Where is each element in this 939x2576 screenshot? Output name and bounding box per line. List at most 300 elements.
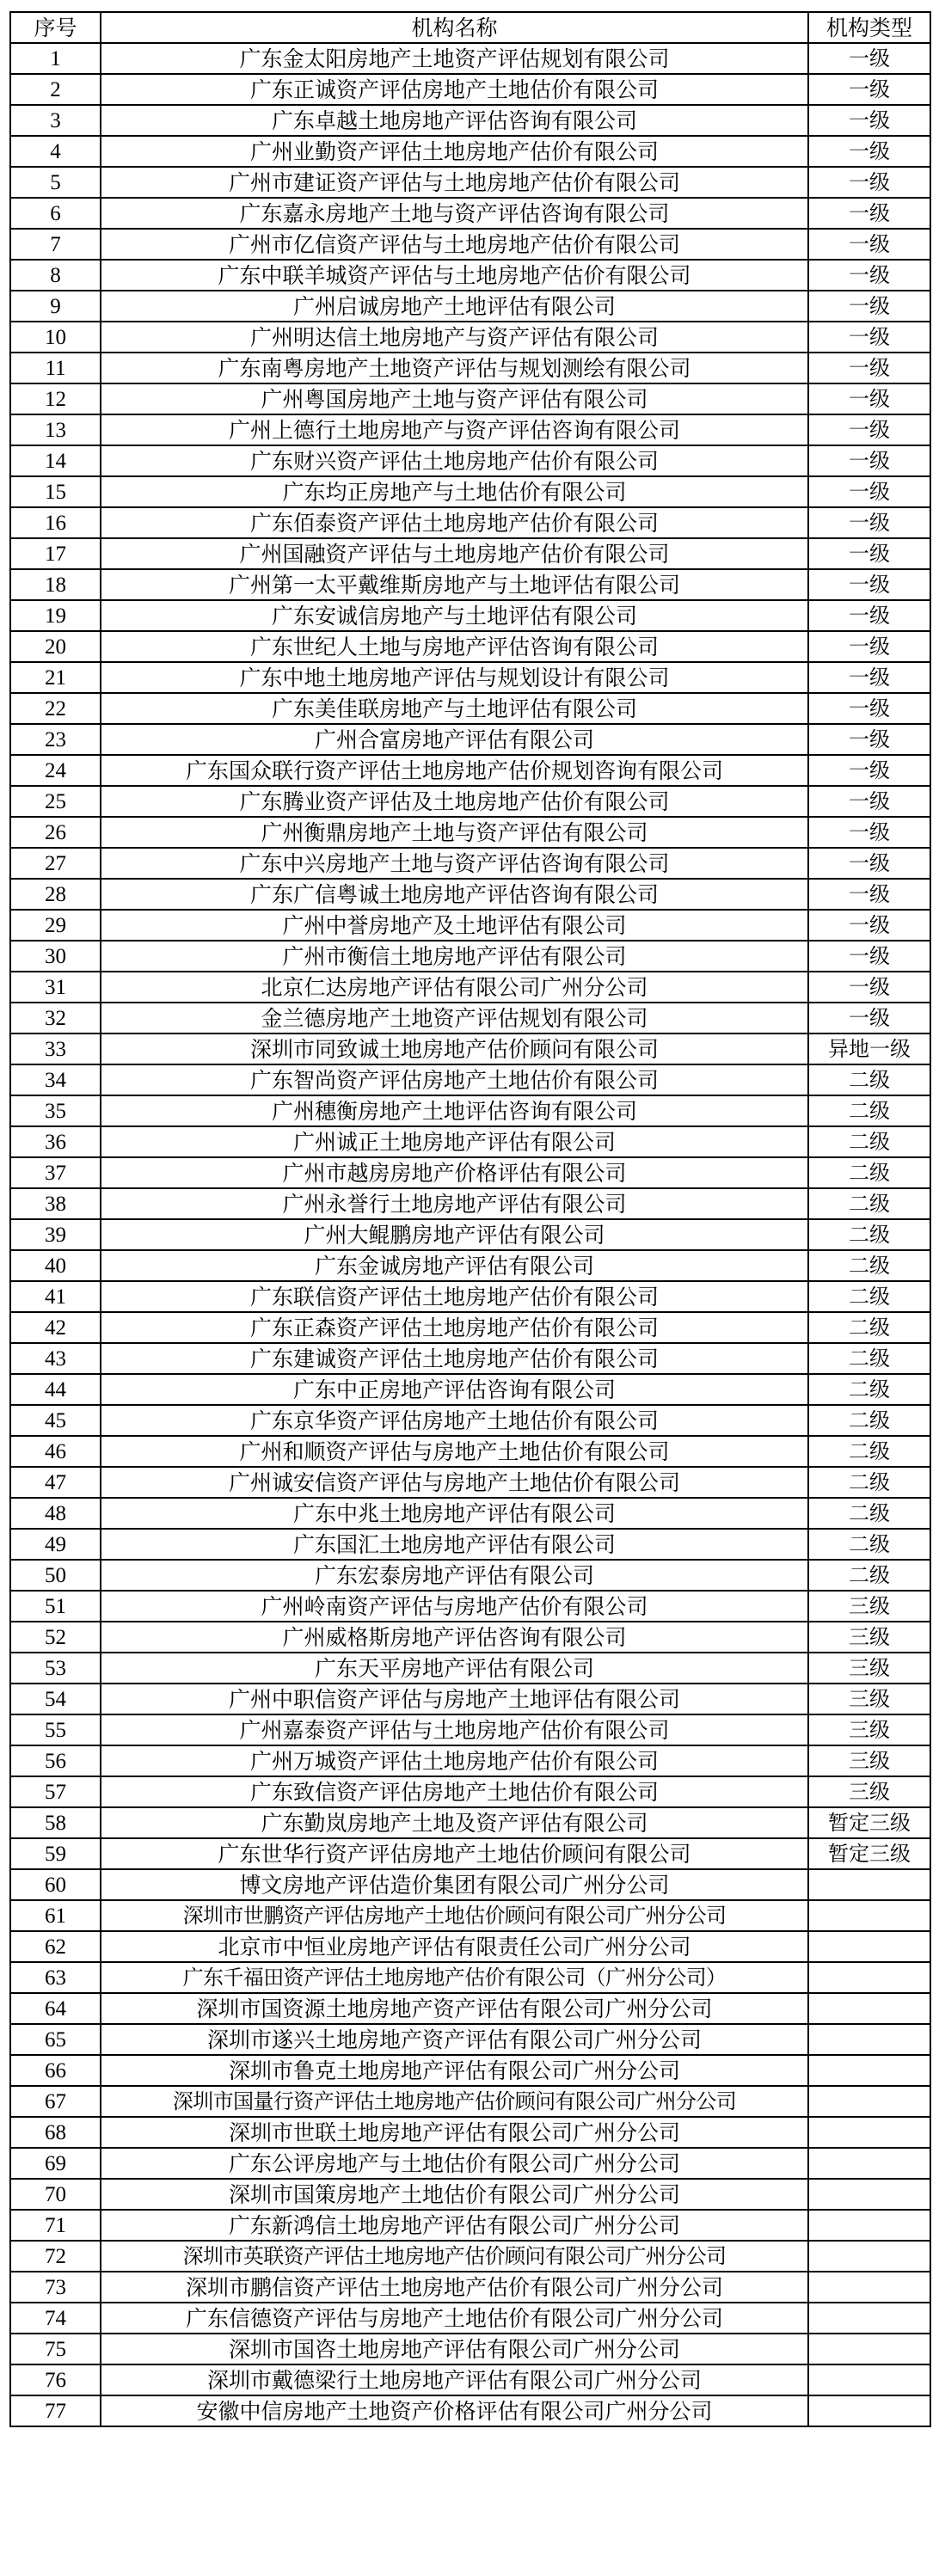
agency-name-cell: 广州第一太平戴维斯房地产与土地评估有限公司 bbox=[101, 569, 808, 600]
serial-number-cell: 19 bbox=[10, 600, 101, 631]
table-row bbox=[10, 445, 930, 476]
serial-number-cell: 76 bbox=[10, 2364, 101, 2395]
table-row bbox=[10, 2179, 930, 2210]
table-header-row bbox=[10, 12, 930, 43]
agency-type-cell: 三级 bbox=[808, 1622, 930, 1653]
serial-number-cell: 7 bbox=[10, 229, 101, 260]
serial-number-cell: 13 bbox=[10, 414, 101, 445]
agency-name-cell: 广东信德资产评估与房地产土地估价有限公司广州分公司 bbox=[101, 2303, 808, 2334]
table-row bbox=[10, 1560, 930, 1591]
agency-name-cell: 博文房地产评估造价集团有限公司广州分公司 bbox=[101, 1869, 808, 1900]
agency-type-cell bbox=[808, 2364, 930, 2395]
serial-number-cell: 75 bbox=[10, 2334, 101, 2364]
table-row bbox=[10, 105, 930, 136]
agency-name-cell: 广东世华行资产评估房地产土地估价顾问有限公司 bbox=[101, 1838, 808, 1869]
agency-name-cell: 深圳市英联资产评估土地房地产估价顾问有限公司广州分公司 bbox=[101, 2241, 808, 2272]
agency-name-cell: 广东中正房地产评估咨询有限公司 bbox=[101, 1374, 808, 1405]
agency-type-cell bbox=[808, 2055, 930, 2086]
agency-type-cell: 一级 bbox=[808, 476, 930, 507]
agency-type-cell: 一级 bbox=[808, 198, 930, 229]
table-row bbox=[10, 43, 930, 74]
serial-number-cell: 43 bbox=[10, 1343, 101, 1374]
agency-type-cell: 三级 bbox=[808, 1714, 930, 1745]
agency-type-cell bbox=[808, 2024, 930, 2055]
agency-name-cell: 广东佰泰资产评估土地房地产估价有限公司 bbox=[101, 507, 808, 538]
agency-name-cell: 广东天平房地产评估有限公司 bbox=[101, 1653, 808, 1684]
agency-type-cell: 二级 bbox=[808, 1436, 930, 1467]
agency-table bbox=[9, 11, 931, 2427]
serial-number-cell: 52 bbox=[10, 1622, 101, 1653]
serial-number-cell: 59 bbox=[10, 1838, 101, 1869]
serial-number-cell: 47 bbox=[10, 1467, 101, 1498]
agency-name-cell: 深圳市国策房地产土地估价有限公司广州分公司 bbox=[101, 2179, 808, 2210]
agency-name-cell: 广东腾业资产评估及土地房地产估价有限公司 bbox=[101, 786, 808, 817]
serial-number-cell: 20 bbox=[10, 631, 101, 662]
serial-number-cell: 18 bbox=[10, 569, 101, 600]
agency-type-cell: 二级 bbox=[808, 1374, 930, 1405]
table-row bbox=[10, 538, 930, 569]
table-row bbox=[10, 1157, 930, 1188]
table-row bbox=[10, 1993, 930, 2024]
agency-type-cell: 一级 bbox=[808, 755, 930, 786]
agency-type-cell: 二级 bbox=[808, 1405, 930, 1436]
table-row bbox=[10, 1498, 930, 1529]
agency-type-cell: 一级 bbox=[808, 43, 930, 74]
serial-number-cell: 23 bbox=[10, 724, 101, 755]
agency-name-cell: 广东财兴资产评估土地房地产估价有限公司 bbox=[101, 445, 808, 476]
table-row bbox=[10, 1126, 930, 1157]
agency-type-cell: 三级 bbox=[808, 1684, 930, 1714]
table-row bbox=[10, 693, 930, 724]
agency-name-cell: 深圳市戴德梁行土地房地产评估有限公司广州分公司 bbox=[101, 2364, 808, 2395]
agency-name-cell: 广州威格斯房地产评估咨询有限公司 bbox=[101, 1622, 808, 1653]
serial-number-cell: 44 bbox=[10, 1374, 101, 1405]
agency-type-cell: 一级 bbox=[808, 941, 930, 972]
table-row bbox=[10, 941, 930, 972]
agency-name-cell: 广东安诚信房地产与土地评估有限公司 bbox=[101, 600, 808, 631]
table-row bbox=[10, 198, 930, 229]
table-row bbox=[10, 1931, 930, 1962]
agency-name-cell: 广东中联羊城资产评估与土地房地产估价有限公司 bbox=[101, 260, 808, 291]
agency-name-cell: 北京市中恒业房地产评估有限责任公司广州分公司 bbox=[101, 1931, 808, 1962]
agency-type-cell bbox=[808, 1962, 930, 1993]
table-row bbox=[10, 353, 930, 383]
serial-number-cell: 71 bbox=[10, 2210, 101, 2241]
agency-name-cell: 广东联信资产评估土地房地产估价有限公司 bbox=[101, 1281, 808, 1312]
agency-type-cell bbox=[808, 1931, 930, 1962]
serial-number-cell: 70 bbox=[10, 2179, 101, 2210]
agency-type-cell: 三级 bbox=[808, 1591, 930, 1622]
agency-type-cell: 二级 bbox=[808, 1281, 930, 1312]
serial-number-cell: 74 bbox=[10, 2303, 101, 2334]
table-row bbox=[10, 1250, 930, 1281]
agency-type-cell: 一级 bbox=[808, 724, 930, 755]
table-row bbox=[10, 1838, 930, 1869]
agency-type-cell: 一级 bbox=[808, 910, 930, 941]
serial-number-cell: 37 bbox=[10, 1157, 101, 1188]
table-row bbox=[10, 910, 930, 941]
agency-name-cell: 广东美佳联房地产与土地评估有限公司 bbox=[101, 693, 808, 724]
agency-name-cell: 广东京华资产评估房地产土地估价有限公司 bbox=[101, 1405, 808, 1436]
serial-number-cell: 1 bbox=[10, 43, 101, 74]
serial-number-cell: 73 bbox=[10, 2272, 101, 2303]
agency-name-cell: 广州启诚房地产土地评估有限公司 bbox=[101, 291, 808, 322]
table-row bbox=[10, 600, 930, 631]
table-row bbox=[10, 1591, 930, 1622]
agency-type-cell: 三级 bbox=[808, 1745, 930, 1776]
serial-number-cell: 36 bbox=[10, 1126, 101, 1157]
table-row bbox=[10, 74, 930, 105]
serial-number-cell: 27 bbox=[10, 848, 101, 879]
table-row bbox=[10, 136, 930, 167]
agency-name-cell: 广东广信粤诚土地房地产评估咨询有限公司 bbox=[101, 879, 808, 910]
serial-number-cell: 53 bbox=[10, 1653, 101, 1684]
agency-name-cell: 广东世纪人土地与房地产评估咨询有限公司 bbox=[101, 631, 808, 662]
agency-type-cell bbox=[808, 2148, 930, 2179]
serial-number-cell: 42 bbox=[10, 1312, 101, 1343]
header-agency-type: 机构类型 bbox=[808, 12, 930, 43]
agency-type-cell: 一级 bbox=[808, 383, 930, 414]
agency-type-cell: 一级 bbox=[808, 507, 930, 538]
table-row bbox=[10, 260, 930, 291]
serial-number-cell: 62 bbox=[10, 1931, 101, 1962]
agency-name-cell: 广东南粤房地产土地资产评估与规划测绘有限公司 bbox=[101, 353, 808, 383]
agency-name-cell: 广州诚正土地房地产评估有限公司 bbox=[101, 1126, 808, 1157]
agency-name-cell: 广州市亿信资产评估与土地房地产估价有限公司 bbox=[101, 229, 808, 260]
serial-number-cell: 5 bbox=[10, 167, 101, 198]
serial-number-cell: 69 bbox=[10, 2148, 101, 2179]
agency-name-cell: 广州永誉行土地房地产评估有限公司 bbox=[101, 1188, 808, 1219]
agency-name-cell: 广东新鸿信土地房地产评估有限公司广州分公司 bbox=[101, 2210, 808, 2241]
agency-name-cell: 广州市越房房地产价格评估有限公司 bbox=[101, 1157, 808, 1188]
serial-number-cell: 48 bbox=[10, 1498, 101, 1529]
table-row bbox=[10, 1343, 930, 1374]
table-row bbox=[10, 2086, 930, 2117]
agency-type-cell: 一级 bbox=[808, 631, 930, 662]
agency-name-cell: 广东金诚房地产评估有限公司 bbox=[101, 1250, 808, 1281]
serial-number-cell: 56 bbox=[10, 1745, 101, 1776]
table-row bbox=[10, 2303, 930, 2334]
header-agency-name: 机构名称 bbox=[101, 12, 808, 43]
agency-type-cell: 一级 bbox=[808, 74, 930, 105]
serial-number-cell: 21 bbox=[10, 662, 101, 693]
serial-number-cell: 54 bbox=[10, 1684, 101, 1714]
agency-name-cell: 广州和顺资产评估与房地产土地估价有限公司 bbox=[101, 1436, 808, 1467]
serial-number-cell: 29 bbox=[10, 910, 101, 941]
serial-number-cell: 26 bbox=[10, 817, 101, 848]
table-row bbox=[10, 786, 930, 817]
serial-number-cell: 12 bbox=[10, 383, 101, 414]
table-row bbox=[10, 2055, 930, 2086]
agency-type-cell bbox=[808, 2334, 930, 2364]
table-row bbox=[10, 724, 930, 755]
agency-name-cell: 广东卓越土地房地产评估咨询有限公司 bbox=[101, 105, 808, 136]
agency-type-cell: 一级 bbox=[808, 260, 930, 291]
table-row bbox=[10, 1745, 930, 1776]
agency-type-cell: 二级 bbox=[808, 1095, 930, 1126]
table-row bbox=[10, 2117, 930, 2148]
agency-name-cell: 深圳市国资源土地房地产资产评估有限公司广州分公司 bbox=[101, 1993, 808, 2024]
agency-name-cell: 广州中职信资产评估与房地产土地评估有限公司 bbox=[101, 1684, 808, 1714]
agency-type-cell: 一级 bbox=[808, 229, 930, 260]
agency-name-cell: 广州市建证资产评估与土地房地产估价有限公司 bbox=[101, 167, 808, 198]
agency-name-cell: 广东中兴房地产土地与资产评估咨询有限公司 bbox=[101, 848, 808, 879]
table-row bbox=[10, 2241, 930, 2272]
table-row bbox=[10, 2210, 930, 2241]
serial-number-cell: 39 bbox=[10, 1219, 101, 1250]
serial-number-cell: 38 bbox=[10, 1188, 101, 1219]
table-row bbox=[10, 1622, 930, 1653]
serial-number-cell: 33 bbox=[10, 1033, 101, 1064]
table-row bbox=[10, 291, 930, 322]
table-row bbox=[10, 2395, 930, 2426]
agency-type-cell: 二级 bbox=[808, 1064, 930, 1095]
table-row bbox=[10, 1467, 930, 1498]
table-row bbox=[10, 1776, 930, 1807]
agency-type-cell: 一级 bbox=[808, 322, 930, 353]
table-row bbox=[10, 817, 930, 848]
agency-type-cell bbox=[808, 2086, 930, 2117]
agency-name-cell: 广东千福田资产评估土地房地产估价有限公司（广州分公司） bbox=[101, 1962, 808, 1993]
agency-name-cell: 金兰德房地产土地资产评估规划有限公司 bbox=[101, 1003, 808, 1033]
agency-type-cell: 一级 bbox=[808, 786, 930, 817]
serial-number-cell: 24 bbox=[10, 755, 101, 786]
table-row bbox=[10, 569, 930, 600]
agency-type-cell: 异地一级 bbox=[808, 1033, 930, 1064]
agency-type-cell: 二级 bbox=[808, 1529, 930, 1560]
agency-name-cell: 广州合富房地产评估有限公司 bbox=[101, 724, 808, 755]
table-row bbox=[10, 2364, 930, 2395]
agency-name-cell: 深圳市遂兴土地房地产资产评估有限公司广州分公司 bbox=[101, 2024, 808, 2055]
agency-name-cell: 广东勤岚房地产土地及资产评估有限公司 bbox=[101, 1807, 808, 1838]
table-row bbox=[10, 1869, 930, 1900]
serial-number-cell: 10 bbox=[10, 322, 101, 353]
agency-name-cell: 广州业勤资产评估土地房地产估价有限公司 bbox=[101, 136, 808, 167]
agency-type-cell: 一级 bbox=[808, 662, 930, 693]
serial-number-cell: 60 bbox=[10, 1869, 101, 1900]
table-row bbox=[10, 507, 930, 538]
serial-number-cell: 68 bbox=[10, 2117, 101, 2148]
agency-name-cell: 广东致信资产评估房地产土地估价有限公司 bbox=[101, 1776, 808, 1807]
serial-number-cell: 66 bbox=[10, 2055, 101, 2086]
serial-number-cell: 9 bbox=[10, 291, 101, 322]
agency-type-cell bbox=[808, 2395, 930, 2426]
agency-name-cell: 深圳市世联土地房地产评估有限公司广州分公司 bbox=[101, 2117, 808, 2148]
serial-number-cell: 2 bbox=[10, 74, 101, 105]
table-row bbox=[10, 755, 930, 786]
agency-name-cell: 广州明达信土地房地产与资产评估有限公司 bbox=[101, 322, 808, 353]
serial-number-cell: 6 bbox=[10, 198, 101, 229]
agency-type-cell: 一级 bbox=[808, 105, 930, 136]
agency-name-cell: 广东国众联行资产评估土地房地产估价规划咨询有限公司 bbox=[101, 755, 808, 786]
table-row bbox=[10, 1529, 930, 1560]
serial-number-cell: 40 bbox=[10, 1250, 101, 1281]
agency-name-cell: 广州粤国房地产土地与资产评估有限公司 bbox=[101, 383, 808, 414]
agency-name-cell: 广东宏泰房地产评估有限公司 bbox=[101, 1560, 808, 1591]
agency-type-cell: 二级 bbox=[808, 1188, 930, 1219]
table-row bbox=[10, 1095, 930, 1126]
table-row bbox=[10, 1033, 930, 1064]
agency-name-cell: 广东中兆土地房地产评估有限公司 bbox=[101, 1498, 808, 1529]
table-row bbox=[10, 1962, 930, 1993]
agency-type-cell bbox=[808, 2303, 930, 2334]
serial-number-cell: 50 bbox=[10, 1560, 101, 1591]
agency-name-cell: 广州国融资产评估与土地房地产估价有限公司 bbox=[101, 538, 808, 569]
table-row bbox=[10, 1064, 930, 1095]
table-row bbox=[10, 2272, 930, 2303]
serial-number-cell: 22 bbox=[10, 693, 101, 724]
agency-type-cell: 一级 bbox=[808, 353, 930, 383]
serial-number-cell: 46 bbox=[10, 1436, 101, 1467]
agency-type-cell: 一级 bbox=[808, 445, 930, 476]
agency-name-cell: 深圳市国量行资产评估土地房地产估价顾问有限公司广州分公司 bbox=[101, 2086, 808, 2117]
agency-name-cell: 广东中地土地房地产评估与规划设计有限公司 bbox=[101, 662, 808, 693]
table-row bbox=[10, 848, 930, 879]
agency-name-cell: 广东嘉永房地产土地与资产评估咨询有限公司 bbox=[101, 198, 808, 229]
serial-number-cell: 77 bbox=[10, 2395, 101, 2426]
agency-type-cell bbox=[808, 2272, 930, 2303]
agency-type-cell: 二级 bbox=[808, 1498, 930, 1529]
table-row bbox=[10, 1684, 930, 1714]
agency-name-cell: 广东金太阳房地产土地资产评估规划有限公司 bbox=[101, 43, 808, 74]
table-row bbox=[10, 879, 930, 910]
serial-number-cell: 55 bbox=[10, 1714, 101, 1745]
agency-name-cell: 广东正诚资产评估房地产土地估价有限公司 bbox=[101, 74, 808, 105]
serial-number-cell: 58 bbox=[10, 1807, 101, 1838]
agency-name-cell: 深圳市同致诚土地房地产估价顾问有限公司 bbox=[101, 1033, 808, 1064]
agency-type-cell: 一级 bbox=[808, 414, 930, 445]
serial-number-cell: 63 bbox=[10, 1962, 101, 1993]
serial-number-cell: 49 bbox=[10, 1529, 101, 1560]
agency-type-cell: 暂定三级 bbox=[808, 1838, 930, 1869]
agency-type-cell: 一级 bbox=[808, 538, 930, 569]
agency-type-cell bbox=[808, 1869, 930, 1900]
agency-type-cell: 一级 bbox=[808, 600, 930, 631]
table-row bbox=[10, 2148, 930, 2179]
agency-name-cell: 深圳市世鹏资产评估房地产土地估价顾问有限公司广州分公司 bbox=[101, 1900, 808, 1931]
serial-number-cell: 32 bbox=[10, 1003, 101, 1033]
serial-number-cell: 45 bbox=[10, 1405, 101, 1436]
serial-number-cell: 67 bbox=[10, 2086, 101, 2117]
table-row bbox=[10, 1900, 930, 1931]
agency-type-cell: 一级 bbox=[808, 848, 930, 879]
table-row bbox=[10, 1653, 930, 1684]
table-row bbox=[10, 1003, 930, 1033]
agency-type-cell: 一级 bbox=[808, 167, 930, 198]
agency-type-cell: 二级 bbox=[808, 1343, 930, 1374]
table-row bbox=[10, 1281, 930, 1312]
serial-number-cell: 35 bbox=[10, 1095, 101, 1126]
table-row bbox=[10, 1807, 930, 1838]
header-serial-number: 序号 bbox=[10, 12, 101, 43]
serial-number-cell: 72 bbox=[10, 2241, 101, 2272]
serial-number-cell: 34 bbox=[10, 1064, 101, 1095]
agency-type-cell: 一级 bbox=[808, 972, 930, 1003]
agency-name-cell: 广东智尚资产评估房地产土地估价有限公司 bbox=[101, 1064, 808, 1095]
table-row bbox=[10, 383, 930, 414]
table-row bbox=[10, 322, 930, 353]
serial-number-cell: 65 bbox=[10, 2024, 101, 2055]
table-row bbox=[10, 631, 930, 662]
agency-name-cell: 广州上德行土地房地产与资产评估咨询有限公司 bbox=[101, 414, 808, 445]
table-row bbox=[10, 1312, 930, 1343]
agency-type-cell bbox=[808, 2210, 930, 2241]
agency-type-cell: 二级 bbox=[808, 1126, 930, 1157]
serial-number-cell: 3 bbox=[10, 105, 101, 136]
serial-number-cell: 41 bbox=[10, 1281, 101, 1312]
serial-number-cell: 61 bbox=[10, 1900, 101, 1931]
agency-name-cell: 安徽中信房地产土地资产价格评估有限公司广州分公司 bbox=[101, 2395, 808, 2426]
agency-name-cell: 广州衡鼎房地产土地与资产评估有限公司 bbox=[101, 817, 808, 848]
agency-type-cell: 三级 bbox=[808, 1653, 930, 1684]
agency-name-cell: 广州穗衡房地产土地评估咨询有限公司 bbox=[101, 1095, 808, 1126]
agency-name-cell: 广州市衡信土地房地产评估有限公司 bbox=[101, 941, 808, 972]
agency-type-cell: 一级 bbox=[808, 136, 930, 167]
table-row bbox=[10, 1219, 930, 1250]
agency-type-cell: 二级 bbox=[808, 1467, 930, 1498]
table-row bbox=[10, 1374, 930, 1405]
serial-number-cell: 15 bbox=[10, 476, 101, 507]
agency-type-cell bbox=[808, 1900, 930, 1931]
table-row bbox=[10, 1436, 930, 1467]
table-row bbox=[10, 476, 930, 507]
agency-name-cell: 广东建诚资产评估土地房地产估价有限公司 bbox=[101, 1343, 808, 1374]
serial-number-cell: 28 bbox=[10, 879, 101, 910]
agency-name-cell: 广州岭南资产评估与房地产估价有限公司 bbox=[101, 1591, 808, 1622]
table-row bbox=[10, 229, 930, 260]
agency-name-cell: 北京仁达房地产评估有限公司广州分公司 bbox=[101, 972, 808, 1003]
serial-number-cell: 16 bbox=[10, 507, 101, 538]
serial-number-cell: 8 bbox=[10, 260, 101, 291]
table-row bbox=[10, 2334, 930, 2364]
agency-type-cell: 一级 bbox=[808, 879, 930, 910]
agency-type-cell: 一级 bbox=[808, 1003, 930, 1033]
table-row bbox=[10, 414, 930, 445]
agency-type-cell: 一级 bbox=[808, 817, 930, 848]
agency-type-cell bbox=[808, 2179, 930, 2210]
serial-number-cell: 11 bbox=[10, 353, 101, 383]
serial-number-cell: 31 bbox=[10, 972, 101, 1003]
table-row bbox=[10, 1405, 930, 1436]
agency-name-cell: 广州嘉泰资产评估与土地房地产估价有限公司 bbox=[101, 1714, 808, 1745]
table-body bbox=[10, 43, 930, 2426]
agency-name-cell: 深圳市鹏信资产评估土地房地产估价有限公司广州分公司 bbox=[101, 2272, 808, 2303]
agency-type-cell: 二级 bbox=[808, 1312, 930, 1343]
table-row bbox=[10, 2024, 930, 2055]
serial-number-cell: 25 bbox=[10, 786, 101, 817]
agency-name-cell: 广州万城资产评估土地房地产估价有限公司 bbox=[101, 1745, 808, 1776]
serial-number-cell: 30 bbox=[10, 941, 101, 972]
agency-type-cell bbox=[808, 2241, 930, 2272]
agency-name-cell: 广东国汇土地房地产评估有限公司 bbox=[101, 1529, 808, 1560]
agency-type-cell bbox=[808, 2117, 930, 2148]
agency-type-cell: 二级 bbox=[808, 1157, 930, 1188]
table-row bbox=[10, 1714, 930, 1745]
agency-type-cell: 二级 bbox=[808, 1250, 930, 1281]
agency-name-cell: 广州中誉房地产及土地评估有限公司 bbox=[101, 910, 808, 941]
agency-name-cell: 深圳市国咨土地房地产评估有限公司广州分公司 bbox=[101, 2334, 808, 2364]
agency-name-cell: 深圳市鲁克土地房地产评估有限公司广州分公司 bbox=[101, 2055, 808, 2086]
agency-type-cell: 一级 bbox=[808, 693, 930, 724]
serial-number-cell: 17 bbox=[10, 538, 101, 569]
table-row bbox=[10, 662, 930, 693]
agency-type-cell: 一级 bbox=[808, 569, 930, 600]
agency-type-cell: 二级 bbox=[808, 1219, 930, 1250]
agency-type-cell: 二级 bbox=[808, 1560, 930, 1591]
table-row bbox=[10, 167, 930, 198]
serial-number-cell: 64 bbox=[10, 1993, 101, 2024]
agency-name-cell: 广东均正房地产与土地估价有限公司 bbox=[101, 476, 808, 507]
